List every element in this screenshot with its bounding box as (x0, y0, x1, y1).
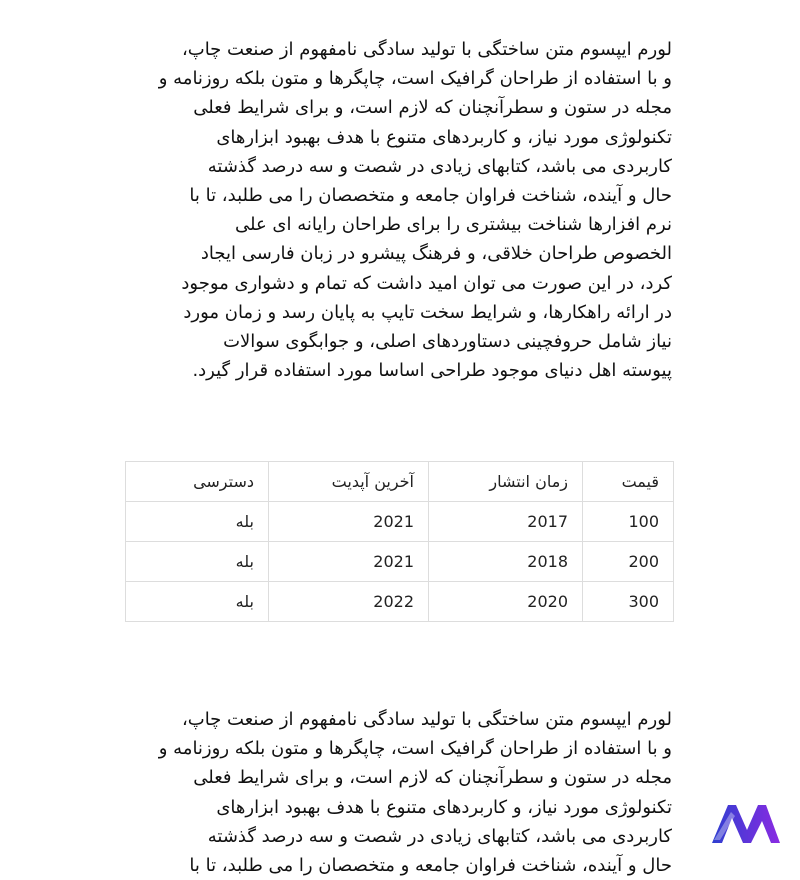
paragraph-line: و با استفاده از طراحان گرافیک است، چاپگرها و متون بلکه روزنامه و (158, 68, 672, 90)
paragraph-line: و با استفاده از طراحان گرافیک است، چاپگرها و متون بلکه روزنامه و (158, 738, 672, 760)
cell-release-date: 2017 (429, 502, 583, 542)
cell-price: 200 (583, 542, 674, 582)
paragraph-line: مجله در ستون و سطرآنچنان که لازم است، و برای شرایط فعلی (193, 767, 672, 789)
table-row (126, 582, 674, 622)
table-row (126, 542, 674, 582)
paragraph-line: لورم ایپسوم متن ساختگی با تولید سادگی نامفهوم از صنعت چاپ، (181, 39, 672, 60)
paragraph-line: تکنولوژی مورد نیاز، و کاربردهای متنوع با هدف بهبود ابزارهای (216, 126, 672, 148)
pricing-table (125, 461, 674, 622)
cell-availability: بله (126, 582, 269, 622)
body-paragraph-2 (120, 705, 672, 880)
paragraph-line: کاربردی می باشد، کتابهای زیادی در شصت و سه درصد گذشته (207, 155, 672, 177)
table-body (126, 502, 674, 622)
paragraph-line: حال و آینده، شناخت فراوان جامعه و متخصصان را می طلبد، تا با (189, 185, 672, 207)
paragraph-line: لورم ایپسوم متن ساختگی با تولید سادگی نامفهوم از صنعت چاپ، (181, 709, 672, 730)
body-paragraph-1 (120, 35, 672, 385)
header-last-update: آخرین آپدیت (269, 462, 429, 502)
paragraph-line: پیوسته اهل دنیای موجود طراحی اساسا مورد استفاده قرار گیرد. (192, 360, 672, 382)
cell-last-update: 2022 (269, 582, 429, 622)
header-price: قیمت (583, 462, 674, 502)
paragraph-line: در ارائه راهکارها، و شرایط سخت تایپ به پایان رسد و زمان مورد (183, 301, 672, 323)
paragraph-line: مجله در ستون و سطرآنچنان که لازم است، و برای شرایط فعلی (193, 97, 672, 119)
paragraph-line: کرد، در این صورت می توان امید داشت که تمام و دشواری موجود (181, 272, 672, 294)
table-header (126, 462, 674, 502)
cell-release-date: 2020 (429, 582, 583, 622)
cell-last-update: 2021 (269, 502, 429, 542)
table-header-row (126, 462, 674, 502)
cell-price: 300 (583, 582, 674, 622)
cell-release-date: 2018 (429, 542, 583, 582)
header-availability: دسترسی (126, 462, 269, 502)
brand-logo-icon[interactable] (711, 802, 781, 846)
header-release-date: زمان انتشار (429, 462, 583, 502)
cell-price: 100 (583, 502, 674, 542)
paragraph-line: الخصوص طراحان خلاقی، و فرهنگ پیشرو در زبان فارسی ایجاد (200, 243, 672, 265)
paragraph-line: حال و آینده، شناخت فراوان جامعه و متخصصان را می طلبد، تا با (189, 855, 672, 877)
paragraph-line: کاربردی می باشد، کتابهای زیادی در شصت و سه درصد گذشته (207, 825, 672, 847)
cell-availability: بله (126, 542, 269, 582)
paragraph-line: تکنولوژی مورد نیاز، و کاربردهای متنوع با هدف بهبود ابزارهای (216, 796, 672, 818)
cell-availability: بله (126, 502, 269, 542)
paragraph-line: نیاز شامل حروفچینی دستاوردهای اصلی، و جوابگوی سوالات (223, 331, 672, 353)
cell-last-update: 2021 (269, 542, 429, 582)
table-row (126, 502, 674, 542)
paragraph-line: نرم افزارها شناخت بیشتری را برای طراحان رایانه ای علی (235, 214, 672, 236)
